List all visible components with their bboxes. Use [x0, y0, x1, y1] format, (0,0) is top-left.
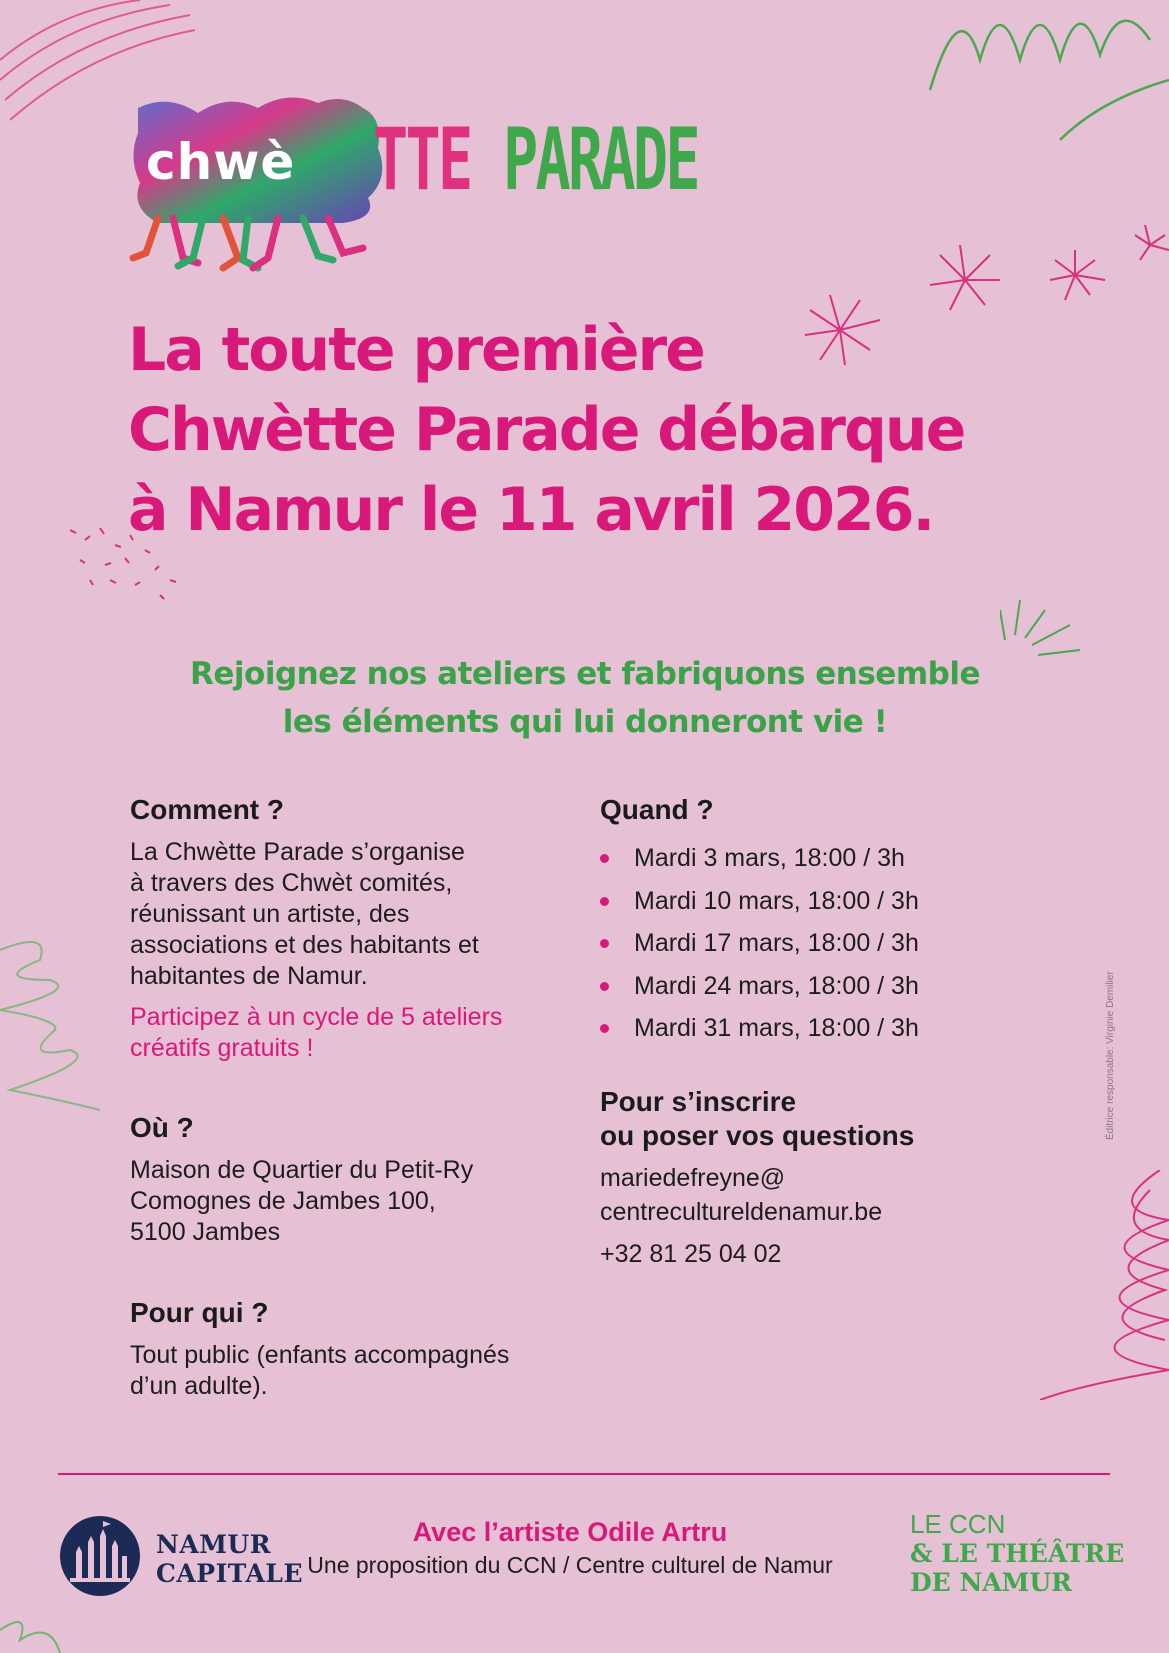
ccn-line-2: & LE THÉÂTRE [910, 1539, 1125, 1568]
inscription-title [600, 1085, 1020, 1153]
inscription-title-line-2: ou poser vos questions [600, 1120, 915, 1151]
footer-credits [270, 1515, 870, 1581]
footer-divider [58, 1473, 1110, 1475]
highlight-line: Participez à un cycle de 5 ateliers [130, 1003, 503, 1031]
quand-section [600, 793, 1020, 1050]
ou-address [130, 1155, 570, 1248]
capitale-line: CAPITALE [156, 1559, 304, 1588]
date-text: Mardi 24 mars, 18:00 / 3h [634, 971, 919, 1000]
pour-qui-text [130, 1340, 590, 1402]
proposition-credit: Une proposition du CCN / Centre culturel de Namur [307, 1552, 833, 1578]
logo-word-parade [373, 110, 698, 210]
date-text: Mardi 31 mars, 18:00 / 3h [634, 1014, 919, 1042]
highlight-line: créatifs gratuits ! [130, 1034, 314, 1062]
ccn-theatre-logo [910, 1510, 1124, 1597]
namur-capitale-logo [58, 1512, 304, 1602]
address-line: Maison de Quartier du Petit-Ry [130, 1156, 474, 1184]
date-text: Mardi 10 mars, 18:00 / 3h [634, 886, 919, 915]
dates-list [600, 837, 1020, 1050]
pour-qui-line: Tout public (enfants accompagnés [130, 1341, 510, 1369]
ou-section [130, 1111, 570, 1248]
comment-line: à travers des Chwèt comités, [130, 869, 453, 897]
bullet-icon [600, 854, 609, 863]
comment-title: Comment ? [130, 794, 284, 825]
date-item [600, 922, 1020, 965]
date-text: Mardi 17 mars, 18:00 / 3h [634, 929, 919, 957]
inscription-title-line-1: Pour s’inscrire [600, 1086, 797, 1117]
namur-line: NAMUR [156, 1530, 271, 1559]
headline [128, 310, 1088, 550]
pour-qui-title: Pour qui ? [130, 1297, 269, 1328]
comment-line: habitantes de Namur. [130, 962, 368, 990]
quand-title: Quand ? [600, 794, 714, 825]
pour-qui-section [130, 1296, 590, 1402]
subheadline [120, 650, 1050, 746]
logo-word-chwe: chwè [146, 133, 296, 191]
publisher-note: Éditrice responsable: Virginie Demilier [1105, 971, 1116, 1140]
bullet-icon [600, 1024, 609, 1033]
comment-line: réunissant un artiste, des [130, 900, 410, 928]
comment-line: La Chwètte Parade s’organise [130, 838, 465, 866]
comment-section [130, 793, 570, 1064]
address-line: Comognes de Jambes 100, [130, 1187, 436, 1215]
comment-line: associations et des habitants et [130, 931, 479, 959]
green-scribble-left [0, 930, 110, 1130]
pink-scribble-right [1040, 1170, 1169, 1400]
logo-word-tte: TTE [373, 110, 471, 210]
contact-phone[interactable]: +32 81 25 04 02 [600, 1240, 782, 1268]
ccn-line-3: DE NAMUR [910, 1568, 1072, 1597]
chwette-parade-logo [128, 88, 698, 288]
artist-credit: Avec l’artiste Odile Artru [412, 1517, 728, 1547]
date-item [600, 837, 1020, 880]
headline-line-3: à Namur le 11 avril 2026. [128, 475, 934, 545]
address-line: 5100 Jambes [130, 1218, 281, 1246]
subheadline-line-2: les éléments qui lui donneront vie ! [282, 704, 888, 740]
bullet-icon [600, 897, 609, 906]
bullet-icon [600, 982, 609, 991]
inscription-section [600, 1085, 1020, 1271]
headline-line-1: La toute première [128, 315, 704, 385]
comment-text [130, 837, 570, 992]
comment-highlight [130, 1002, 570, 1064]
contact-email[interactable] [600, 1161, 1020, 1229]
green-scribble-bottom-left [0, 1610, 80, 1653]
logo-word-parade-text: PARADE [470, 110, 698, 210]
date-item [600, 965, 1020, 1008]
green-scribble-top-right [920, 0, 1169, 150]
date-item [600, 880, 1020, 923]
date-item [600, 1007, 1020, 1050]
date-text: Mardi 3 mars, 18:00 / 3h [634, 844, 905, 872]
subheadline-line-1: Rejoignez nos ateliers et fabriquons ensemble [190, 656, 980, 692]
headline-line-2: Chwètte Parade débarque [128, 395, 965, 465]
ccn-line-1: LE CCN [910, 1509, 1006, 1539]
namur-castle-icon [58, 1514, 142, 1598]
email-line-2[interactable]: centrecultureldenamur.be [600, 1198, 883, 1226]
pour-qui-line: d’un adulte). [130, 1372, 268, 1400]
email-line-1[interactable]: mariedefreyne@ [600, 1164, 786, 1192]
bullet-icon [600, 939, 609, 948]
ou-title: Où ? [130, 1112, 194, 1143]
